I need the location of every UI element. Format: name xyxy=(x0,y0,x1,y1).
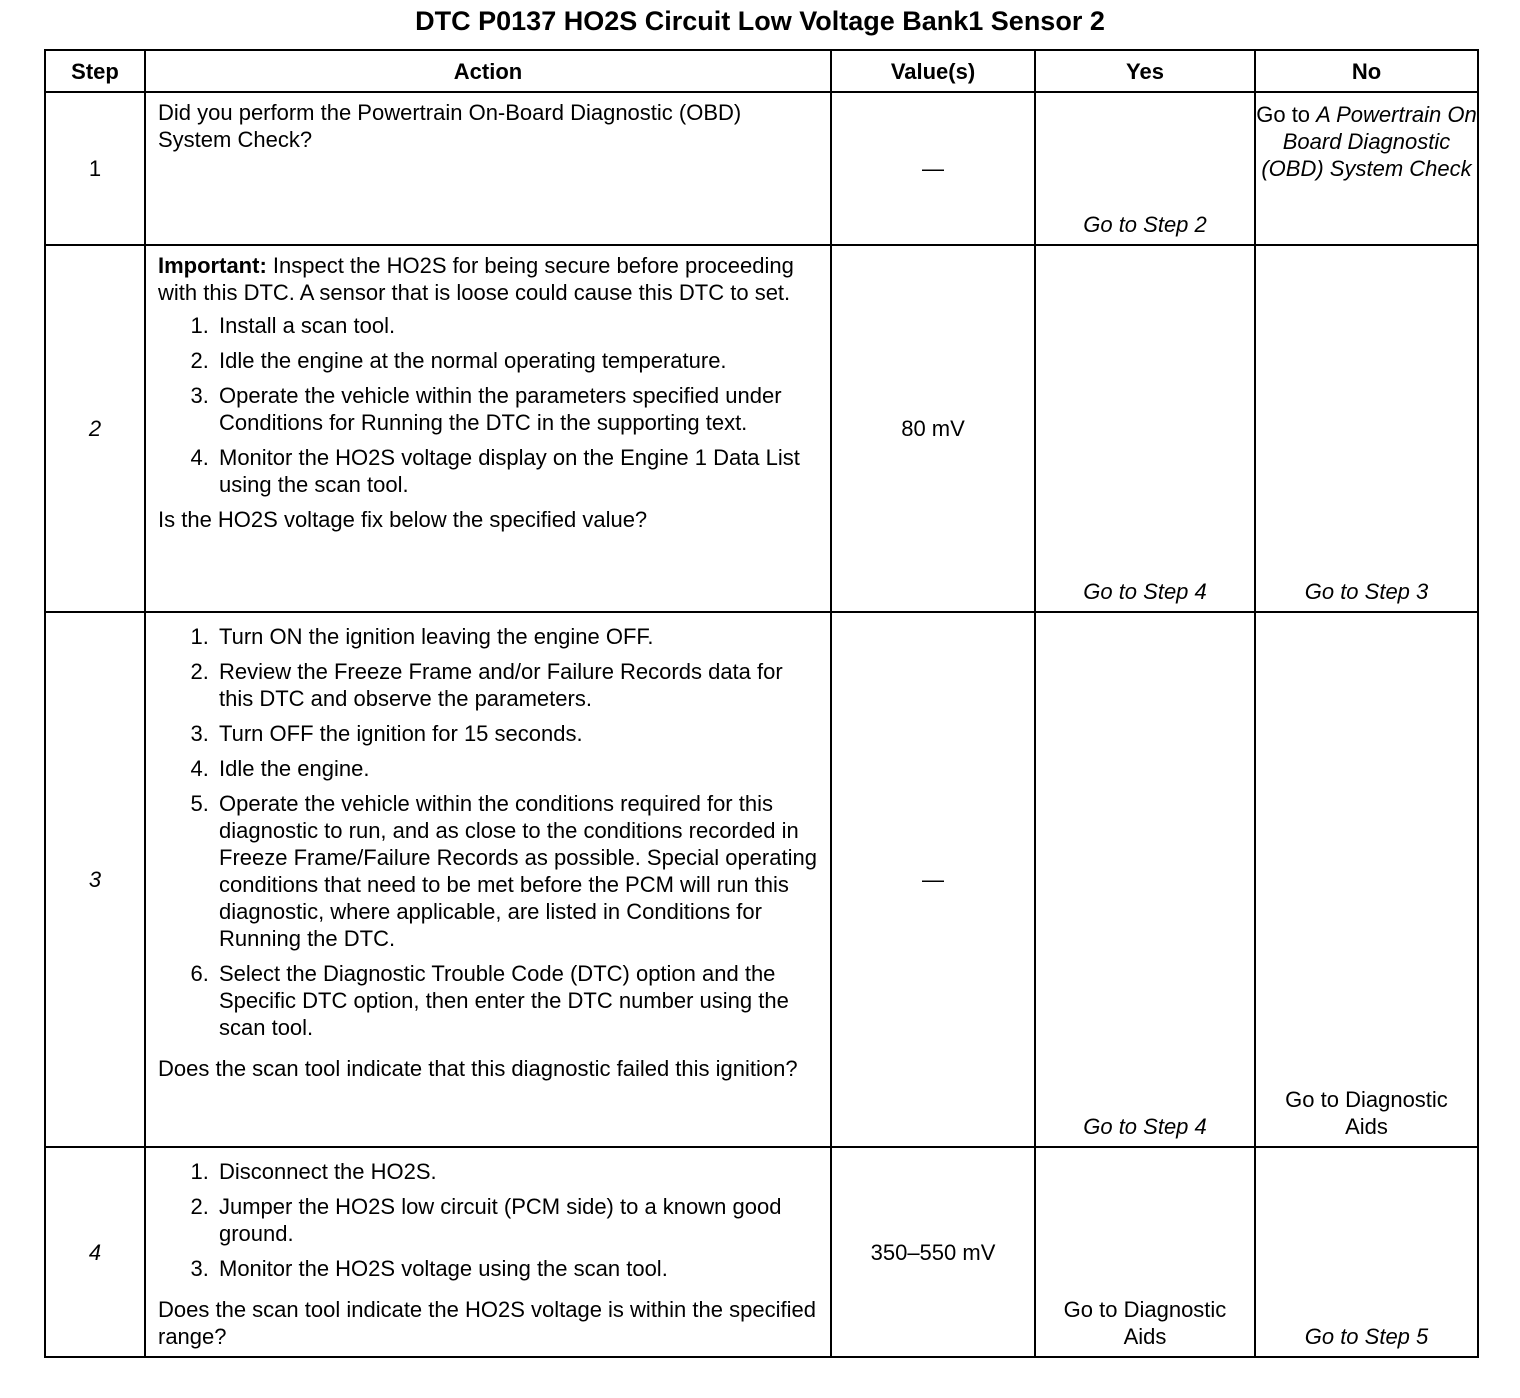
question: Is the HO2S voltage fix below the specified value? xyxy=(158,507,648,532)
list-item: 3. Turn OFF the ignition for 15 seconds. xyxy=(215,720,818,747)
no-cell: Go to Step 3 xyxy=(1255,245,1478,612)
step-number: 1 xyxy=(45,92,145,245)
important-text: Inspect the HO2S for being secure before proceeding with this DTC. A sensor that is loose could cause this DTC to set. xyxy=(158,253,794,305)
action-cell xyxy=(145,1147,831,1357)
yes-cell: Go to Diagnostic Aids xyxy=(1035,1147,1255,1357)
step-number: 2 xyxy=(45,245,145,612)
value-cell: — xyxy=(831,612,1035,1147)
list-item: 2. Jumper the HO2S low circuit (PCM side) to a known good ground. xyxy=(215,1193,818,1247)
important-label: Important: xyxy=(158,253,267,278)
no-prefix: Go to xyxy=(1256,102,1317,127)
important-note xyxy=(158,252,818,306)
header-action: Action xyxy=(145,50,831,92)
list-item: 6. Select the Diagnostic Trouble Code (DTC) option and the Specific DTC option, then enter the DTC number using the scan tool. xyxy=(215,960,818,1041)
action-cell xyxy=(145,612,831,1147)
header-values: Value(s) xyxy=(831,50,1035,92)
table-row xyxy=(45,245,1478,612)
list-item: 4. Monitor the HO2S voltage display on the Engine 1 Data List using the scan tool. xyxy=(215,444,818,498)
header-yes: Yes xyxy=(1035,50,1255,92)
header-step: Step xyxy=(45,50,145,92)
list-item: 2. Idle the engine at the normal operating temperature. xyxy=(215,347,818,374)
yes-cell: Go to Step 2 xyxy=(1035,92,1255,245)
action-cell xyxy=(145,92,831,245)
value-cell: 350–550 mV xyxy=(831,1147,1035,1357)
header-no: No xyxy=(1255,50,1478,92)
table-row xyxy=(45,612,1478,1147)
list-item: 4. Idle the engine. xyxy=(215,755,818,782)
no-link: A Powertrain On Board Diagnostic (OBD) System Check xyxy=(1261,102,1477,181)
step-number: 3 xyxy=(45,612,145,1147)
list-item: 5. Operate the vehicle within the conditions required for this diagnostic to run, and as close to the conditions recorded in Freeze Frame/Failure Records as possible. Special operating conditions that need to be met before the PCM will run this diagnostic, where applicable, are listed in Conditions for Running the DTC. xyxy=(215,790,818,952)
yes-cell: Go to Step 4 xyxy=(1035,612,1255,1147)
diagnostic-table xyxy=(44,49,1479,1358)
list-item: 1. Turn ON the ignition leaving the engine OFF. xyxy=(215,623,818,650)
steps-list xyxy=(158,1158,818,1290)
action-cell xyxy=(145,245,831,612)
question: Does the scan tool indicate the HO2S voltage is within the specified range? xyxy=(158,1297,816,1349)
action-text: Did you perform the Powertrain On-Board Diagnostic (OBD) System Check? xyxy=(158,100,742,152)
question: Does the scan tool indicate that this diagnostic failed this ignition? xyxy=(158,1056,798,1081)
page-title: DTC P0137 HO2S Circuit Low Voltage Bank1 Sensor 2 xyxy=(415,6,1105,36)
no-cell xyxy=(1255,92,1478,245)
steps-list xyxy=(158,312,818,498)
yes-cell: Go to Step 4 xyxy=(1035,245,1255,612)
value-cell: — xyxy=(831,92,1035,245)
value-cell: 80 mV xyxy=(831,245,1035,612)
table-row xyxy=(45,92,1478,245)
step-number: 4 xyxy=(45,1147,145,1357)
table-row xyxy=(45,1147,1478,1357)
table-header-row xyxy=(45,50,1478,92)
list-item: 2. Review the Freeze Frame and/or Failure Records data for this DTC and observe the parameters. xyxy=(215,658,818,712)
no-cell: Go to Step 5 xyxy=(1255,1147,1478,1357)
list-item: 1. Disconnect the HO2S. xyxy=(215,1158,818,1185)
steps-list xyxy=(158,623,818,1049)
no-cell: Go to Diagnostic Aids xyxy=(1255,612,1478,1147)
list-item: 3. Operate the vehicle within the parameters specified under Conditions for Running the DTC in the supporting text. xyxy=(215,382,818,436)
list-item: 1. Install a scan tool. xyxy=(215,312,818,339)
list-item: 3. Monitor the HO2S voltage using the scan tool. xyxy=(215,1255,818,1282)
